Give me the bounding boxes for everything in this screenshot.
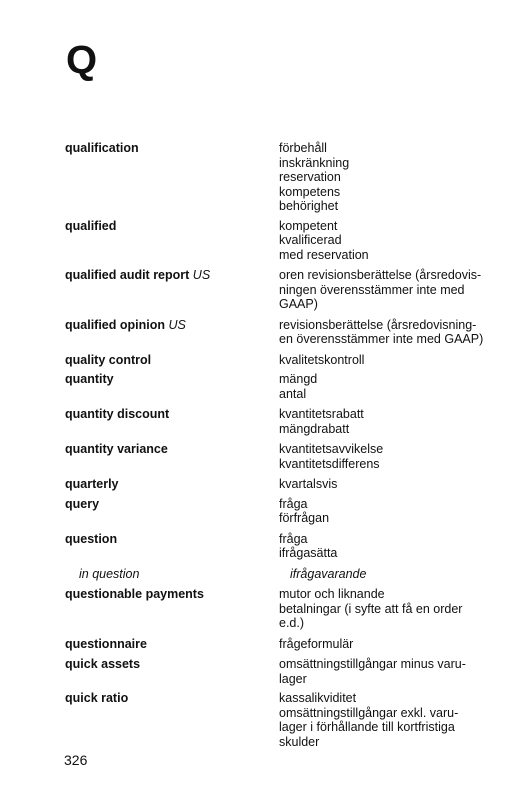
dictionary-entry (0, 637, 528, 652)
translation-line: ifrågasätta (279, 546, 338, 560)
entry-translation (279, 141, 515, 214)
entry-term (65, 497, 270, 512)
translation-line: lager (279, 671, 307, 686)
entry-translation (279, 219, 515, 263)
term-text: quick ratio (65, 691, 129, 705)
translation-line: fråga (279, 531, 308, 546)
translation-line: skulder (279, 734, 320, 749)
translation-line: mutor och liknande (279, 587, 385, 601)
translation-line: reservation (279, 170, 341, 184)
translation-line: antal (279, 386, 307, 401)
section-letter: Q (66, 38, 98, 82)
term-text: query (65, 496, 100, 511)
entry-term (65, 477, 270, 492)
entry-translation (279, 372, 515, 401)
dictionary-entry (0, 407, 528, 436)
term-text: quantity variance (65, 442, 168, 456)
translation-line: ningen överensstämmer inte med (279, 282, 465, 297)
term-text: quarterly (65, 477, 119, 491)
translation-line: revisionsberättelse (årsredovisning- (279, 317, 477, 332)
translation-line: omsättningstillgångar exkl. varu- (279, 705, 459, 720)
term-text: questionnaire (65, 636, 147, 651)
entry-term (65, 353, 270, 368)
translation-line: betalningar (i syfte att få en order (279, 601, 463, 616)
translation-line: med reservation (279, 247, 369, 262)
translation-line: en överensstämmer inte med GAAP) (279, 332, 484, 346)
sub-term (79, 567, 284, 582)
translation-line: kvalitetskontroll (279, 352, 365, 367)
entry-term (65, 532, 270, 547)
term-text: qualified (65, 218, 117, 233)
translation-line: omsättningstillgångar minus varu- (279, 657, 466, 671)
region-tag: US (168, 317, 186, 332)
dictionary-entry (0, 532, 528, 561)
dictionary-entry (0, 141, 528, 214)
entry-term (65, 637, 270, 652)
dictionary-entry (0, 497, 528, 526)
term-text: qualified opinion (65, 317, 165, 332)
entry-translation (279, 268, 515, 312)
entry-translation (279, 657, 515, 686)
term-text: qualified audit report (65, 268, 190, 282)
entry-translation (279, 442, 515, 471)
dictionary-entry (0, 318, 528, 347)
entry-translation (290, 567, 515, 582)
translation-line: kvantitetsavvikelse (279, 442, 384, 456)
translation-line: frågeformulär (279, 636, 354, 651)
term-text: in question (79, 566, 140, 581)
term-text: quality control (65, 352, 152, 367)
entry-translation (279, 532, 515, 561)
dictionary-entry (0, 442, 528, 471)
entry-term (65, 691, 270, 706)
dictionary-entry (0, 691, 528, 749)
entry-translation (279, 637, 515, 652)
term-text: qualification (65, 141, 139, 155)
entry-translation (279, 318, 515, 347)
translation-line: oren revisionsberättelse (årsredovis- (279, 268, 482, 282)
entry-translation (279, 477, 515, 492)
dictionary-entry (0, 219, 528, 263)
translation-line: kvantitetsrabatt (279, 407, 364, 421)
page-number: 326 (64, 752, 88, 768)
dictionary-entry (0, 567, 528, 582)
translation-line: fråga (279, 496, 308, 511)
entry-term (65, 372, 270, 387)
translation-line: mängdrabatt (279, 421, 350, 436)
term-text: quantity discount (65, 407, 170, 421)
translation-line: GAAP) (279, 297, 318, 311)
dictionary-entry (0, 353, 528, 368)
translation-line: förbehåll (279, 141, 327, 155)
entry-term (65, 141, 270, 156)
translation-line: mängd (279, 372, 318, 386)
dictionary-entry (0, 268, 528, 312)
region-tag: US (192, 268, 211, 282)
translation-line: kassalikviditet (279, 691, 357, 705)
translation-line: kvartalsvis (279, 477, 338, 491)
entry-list (0, 141, 528, 749)
translation-line: kompetens (279, 184, 341, 199)
dictionary-entry (0, 587, 528, 631)
entry-term (65, 657, 270, 672)
translation-line: lager i förhållande till kortfristiga (279, 720, 455, 734)
dictionary-entry (0, 477, 528, 492)
translation-line: kvantitetsdifferens (279, 456, 380, 471)
term-text: questionable payments (65, 587, 204, 601)
dictionary-entry (0, 372, 528, 401)
entry-translation (279, 497, 515, 526)
entry-term (65, 219, 270, 234)
translation-line: inskränkning (279, 155, 350, 170)
entry-term (65, 442, 270, 457)
translation-line: kvalificerad (279, 233, 342, 247)
entry-translation (279, 691, 515, 749)
entry-term (65, 407, 270, 422)
translation-line: kompetent (279, 218, 338, 233)
translation-line: förfrågan (279, 511, 330, 525)
term-text: question (65, 531, 118, 546)
entry-translation (279, 587, 515, 631)
dictionary-entry (0, 657, 528, 686)
translation-line: e.d.) (279, 616, 305, 630)
translation-line: ifrågavarande (290, 566, 367, 581)
term-text: quantity (65, 372, 114, 386)
translation-line: behörighet (279, 199, 339, 213)
entry-translation (279, 353, 515, 368)
entry-translation (279, 407, 515, 436)
entry-term (65, 587, 270, 602)
entry-term (65, 318, 270, 333)
entry-term (65, 268, 270, 283)
term-text: quick assets (65, 657, 141, 671)
